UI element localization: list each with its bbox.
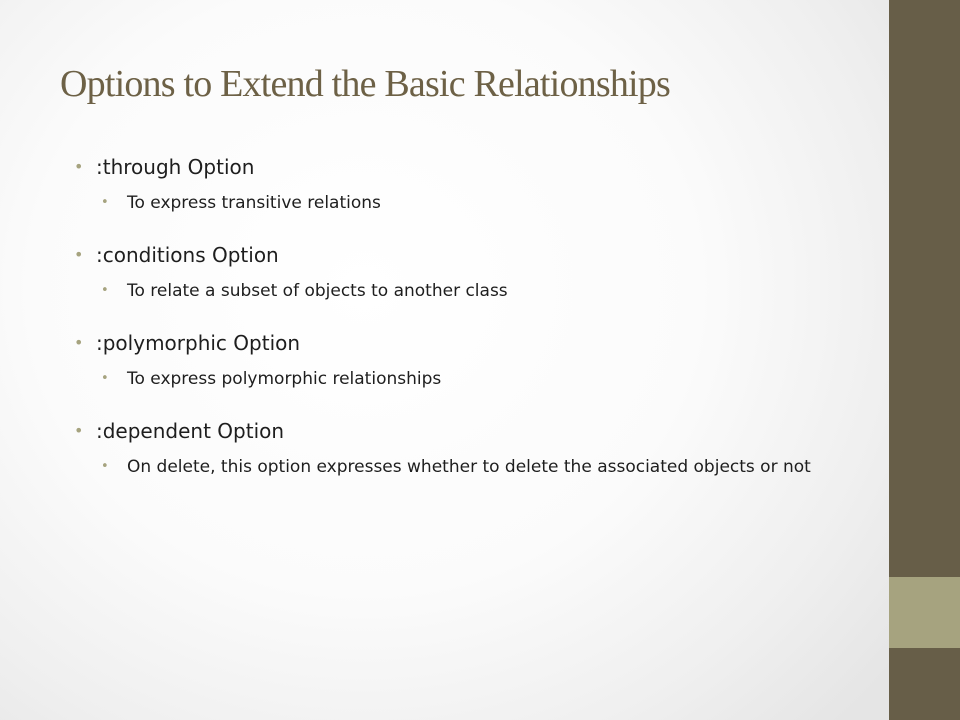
- bullet-dot-icon: •: [101, 371, 109, 386]
- bullet-item-polymorphic: [70, 326, 850, 392]
- bullet-item-dependent: [70, 414, 850, 480]
- bullet-dot-icon: •: [101, 283, 109, 298]
- sub-bullet-list: [96, 454, 850, 480]
- sub-bullet-item: [96, 366, 850, 392]
- bullet-item-through: [70, 150, 850, 216]
- bullet-item-conditions: [70, 238, 850, 304]
- sub-bullet-text: To relate a subset of objects to another class: [127, 281, 508, 301]
- bullet-dot-icon: •: [74, 245, 84, 264]
- sub-bullet-text: To express transitive relations: [127, 193, 381, 213]
- sub-bullet-item: [96, 454, 850, 480]
- bullet-label: :conditions Option: [96, 243, 279, 267]
- sub-bullet-list: [96, 190, 850, 216]
- sub-bullet-item: [96, 278, 850, 304]
- bullet-list: [70, 150, 850, 480]
- bullet-dot-icon: •: [101, 459, 109, 474]
- slide-title: Options to Extend the Basic Relationships: [60, 63, 670, 105]
- side-accent-block: [889, 577, 960, 648]
- bullet-dot-icon: •: [74, 333, 84, 352]
- bullet-dot-icon: •: [74, 157, 84, 176]
- sub-bullet-text: On delete, this option expresses whether to delete the associated objects or not: [127, 457, 811, 477]
- bullet-dot-icon: •: [101, 195, 109, 210]
- bullet-label: :polymorphic Option: [96, 331, 301, 355]
- bullet-dot-icon: •: [74, 421, 84, 440]
- sub-bullet-list: [96, 278, 850, 304]
- bullet-label: :dependent Option: [96, 419, 285, 443]
- sub-bullet-text: To express polymorphic relationships: [127, 369, 442, 389]
- sub-bullet-list: [96, 366, 850, 392]
- sub-bullet-item: [96, 190, 850, 216]
- bullet-label: :through Option: [96, 155, 255, 179]
